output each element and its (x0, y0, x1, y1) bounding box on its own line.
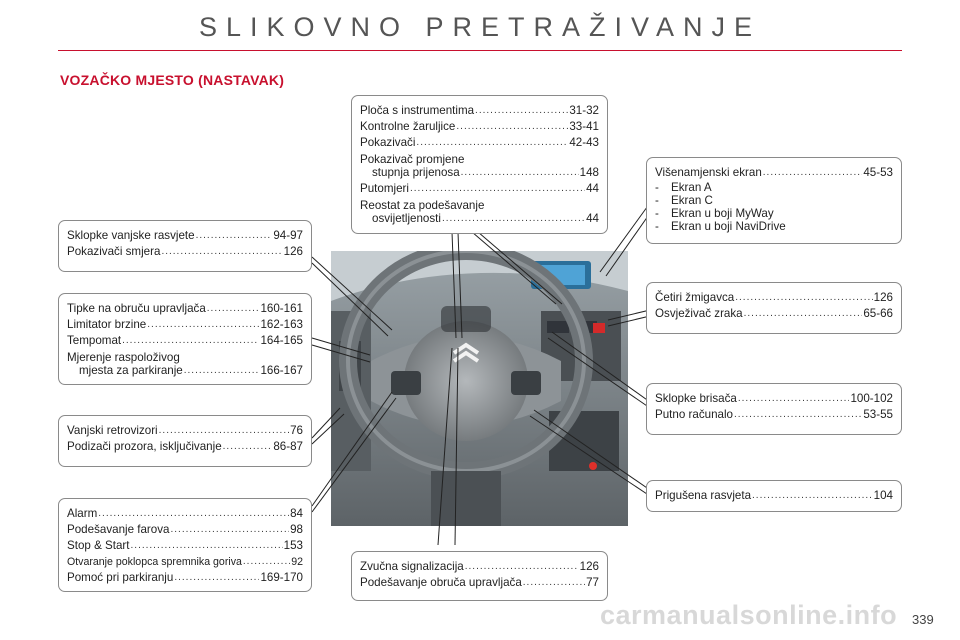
entry-page: 92 (291, 556, 303, 568)
entry-label: Putomjeri (360, 182, 409, 195)
header-rule (58, 50, 902, 51)
index-entry[interactable] (67, 554, 303, 570)
entry-label: Pokazivač promjene (360, 153, 465, 166)
entry-page: 153 (283, 539, 303, 552)
leader-dots (159, 423, 289, 439)
entry-label-cont: osvijetljenosti (372, 212, 441, 225)
entry-page: 148 (579, 166, 599, 179)
entry-label: Reostat za podešavanje (360, 199, 485, 212)
watermark: carmanualsonline.info (600, 600, 898, 630)
box-hazard-lights (646, 282, 902, 334)
index-entry[interactable] (360, 199, 599, 225)
sub-item[interactable]: - Ekran u boji MyWay (655, 207, 774, 220)
entry-page: 45-53 (863, 166, 893, 179)
index-entry[interactable] (67, 301, 303, 317)
entry-label: Četiri žmigavca (655, 291, 735, 304)
entry-page: 166-167 (260, 364, 303, 377)
index-entry[interactable] (67, 506, 303, 522)
leader-dots (98, 506, 289, 522)
page-number: 339 (912, 612, 934, 627)
entry-label: Alarm (67, 507, 98, 520)
index-entry[interactable] (67, 538, 303, 554)
entry-label: Podešavanje farova (67, 523, 170, 536)
entry-label: Tipke na obruču upravljača (67, 302, 206, 315)
sub-item[interactable]: - Ekran A (655, 181, 712, 194)
index-entry[interactable] (360, 153, 599, 179)
entry-page: 160-161 (260, 302, 303, 315)
entry-page: 77 (586, 576, 599, 589)
entry-label: Sklopke brisača (655, 392, 737, 405)
leader-dots (442, 212, 585, 225)
leader-dots (122, 333, 259, 349)
box-ambient-lighting (646, 480, 902, 512)
entry-label: Osvježivač zraka (655, 307, 743, 320)
entry-label: Kontrolne žaruljice (360, 120, 456, 133)
entry-page: 126 (579, 560, 599, 573)
leader-dots (734, 407, 862, 423)
sub-item-label: Ekran u boji NaviDrive (671, 220, 786, 233)
index-entry[interactable] (655, 306, 893, 322)
index-entry[interactable] (67, 423, 303, 439)
leader-dots (735, 290, 872, 306)
entry-page: 53-55 (863, 408, 893, 421)
sub-item-label: Ekran C (671, 194, 713, 207)
entry-label-cont: mjesta za parkiranje (79, 364, 183, 377)
entry-page: 65-66 (863, 307, 893, 320)
entry-page: 98 (290, 523, 303, 536)
entry-page: 169-170 (260, 571, 303, 584)
index-entry[interactable] (360, 575, 599, 591)
entry-label: Pomoć pri parkiranju (67, 571, 174, 584)
index-entry[interactable] (655, 488, 893, 504)
entry-page: 76 (290, 424, 303, 437)
dashboard-photo (331, 251, 628, 526)
entry-label: Sklopke vanjske rasvjete (67, 229, 195, 242)
leader-dots (465, 559, 579, 575)
sub-item-label: Ekran A (671, 181, 712, 194)
leader-dots (738, 391, 850, 407)
sub-item[interactable]: - Ekran C (655, 194, 713, 207)
entry-label: Tempomat (67, 334, 122, 347)
entry-page: 126 (283, 245, 303, 258)
index-entry[interactable] (67, 439, 303, 455)
leader-dots (475, 103, 568, 119)
leader-dots (752, 488, 873, 504)
index-entry[interactable] (655, 391, 893, 407)
box-lighting (58, 220, 312, 272)
entry-page: 84 (290, 507, 303, 520)
index-entry[interactable] (67, 228, 303, 244)
index-entry[interactable] (655, 407, 893, 423)
entry-page: 94-97 (273, 229, 303, 242)
page-header-title: SLIKOVNO PRETRAŽIVANJE (198, 12, 762, 42)
entry-label: Mjerenje raspoloživog (67, 351, 180, 364)
index-entry[interactable] (360, 181, 599, 197)
entry-label: Otvaranje poklopca spremnika goriva (67, 556, 242, 568)
box-alarm (58, 498, 312, 592)
leader-dots (196, 228, 273, 244)
entry-label: Stop & Start (67, 539, 130, 552)
leader-dots (223, 439, 273, 455)
index-entry[interactable] (360, 135, 599, 151)
entry-page: 126 (873, 291, 893, 304)
entry-label: Pokazivači (360, 136, 416, 149)
sub-item-label: Ekran u boji MyWay (671, 207, 774, 220)
entry-label: Vanjski retrovizori (67, 424, 158, 437)
entry-page: 44 (586, 182, 599, 195)
leader-dots (416, 135, 568, 151)
entry-page: 100-102 (850, 392, 893, 405)
entry-label: Podizači prozora, isključivanje (67, 440, 222, 453)
leader-dots (523, 575, 585, 591)
entry-page: 31-32 (569, 104, 599, 117)
leader-dots (243, 554, 290, 570)
index-entry[interactable] (360, 559, 599, 575)
box-mirrors (58, 415, 312, 467)
leader-dots (744, 306, 863, 322)
entry-label: Putno računalo (655, 408, 733, 421)
leader-dots (207, 301, 260, 317)
section-title: VOZAČKO MJESTO (NASTAVAK) (60, 72, 285, 88)
box-horn (351, 551, 608, 601)
index-entry[interactable] (67, 244, 303, 260)
entry-page: 33-41 (569, 120, 599, 133)
index-entry[interactable] (67, 570, 303, 586)
index-entry[interactable] (67, 351, 303, 377)
leader-dots (147, 317, 259, 333)
entry-label: Podešavanje obruča upravljača (360, 576, 522, 589)
dashboard-photo-illustration (331, 251, 628, 526)
index-entry[interactable] (360, 103, 599, 119)
entry-page: 164-165 (260, 334, 303, 347)
leader-dots (131, 538, 283, 554)
index-entry[interactable] (67, 317, 303, 333)
index-entry[interactable] (67, 522, 303, 538)
entry-label: Višenamjenski ekran (655, 166, 762, 179)
leader-dots (461, 166, 579, 179)
entry-label-cont: stupnja prijenosa (372, 166, 460, 179)
sub-item[interactable]: - Ekran u boji NaviDrive (655, 220, 786, 233)
entry-label: Zvučna signalizacija (360, 560, 464, 573)
box-wipers (646, 383, 902, 435)
index-entry[interactable] (655, 165, 893, 181)
entry-page: 86-87 (273, 440, 303, 453)
box-instruments (351, 95, 608, 234)
entry-label: Limitator brzine (67, 318, 147, 331)
leader-dots (170, 522, 289, 538)
index-entry[interactable] (655, 290, 893, 306)
entry-page: 104 (873, 489, 893, 502)
entry-label: Pokazivači smjera (67, 245, 161, 258)
leader-dots (174, 570, 259, 586)
entry-page: 44 (586, 212, 599, 225)
index-entry[interactable] (360, 119, 599, 135)
leader-dots (184, 364, 260, 377)
box-multifunction-screen (646, 157, 902, 244)
entry-page: 162-163 (260, 318, 303, 331)
box-steering-wheel-buttons (58, 293, 312, 385)
entry-label: Ploča s instrumentima (360, 104, 475, 117)
entry-label: Prigušena rasvjeta (655, 489, 752, 502)
leader-dots (410, 181, 585, 197)
index-entry[interactable] (67, 333, 303, 349)
leader-dots (763, 165, 863, 181)
leader-dots (161, 244, 282, 260)
entry-page: 42-43 (569, 136, 599, 149)
leader-dots (456, 119, 568, 135)
